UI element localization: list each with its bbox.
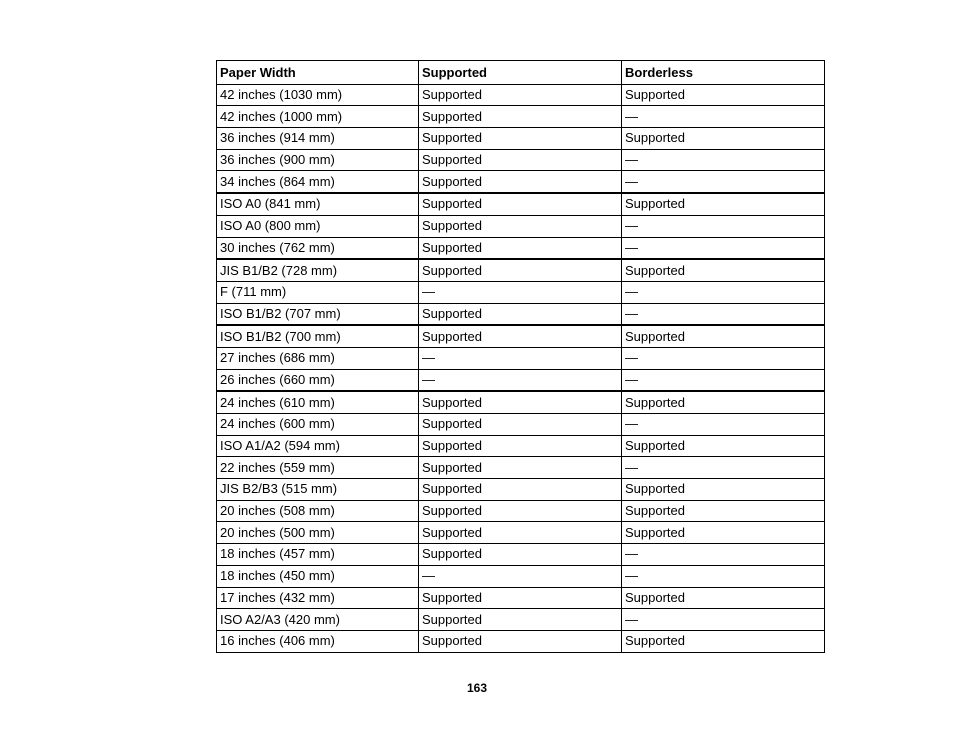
cell-supported: Supported (419, 171, 622, 193)
cell-paper-width: 18 inches (457 mm) (217, 544, 419, 566)
cell-supported: Supported (419, 259, 622, 281)
table-row (217, 237, 825, 259)
table-row (217, 369, 825, 391)
cell-supported: Supported (419, 149, 622, 171)
cell-paper-width: 22 inches (559 mm) (217, 457, 419, 479)
table-row (217, 587, 825, 609)
cell-borderless: Supported (622, 259, 825, 281)
table-row (217, 414, 825, 436)
cell-paper-width: 18 inches (450 mm) (217, 565, 419, 587)
cell-borderless: Supported (622, 630, 825, 652)
cell-paper-width: 27 inches (686 mm) (217, 347, 419, 369)
table-row (217, 193, 825, 215)
cell-paper-width: ISO B1/B2 (707 mm) (217, 303, 419, 325)
table-row (217, 609, 825, 631)
cell-supported: Supported (419, 500, 622, 522)
cell-borderless: Supported (622, 325, 825, 347)
cell-paper-width: 30 inches (762 mm) (217, 237, 419, 259)
cell-borderless: Supported (622, 587, 825, 609)
table-header-row (217, 61, 825, 85)
cell-borderless: — (622, 609, 825, 631)
cell-borderless: — (622, 149, 825, 171)
table-row (217, 84, 825, 106)
cell-borderless: — (622, 369, 825, 391)
table-row (217, 565, 825, 587)
cell-paper-width: JIS B1/B2 (728 mm) (217, 259, 419, 281)
cell-borderless: — (622, 457, 825, 479)
cell-paper-width: ISO B1/B2 (700 mm) (217, 325, 419, 347)
table-row (217, 630, 825, 652)
table-row (217, 435, 825, 457)
cell-supported: — (419, 347, 622, 369)
cell-borderless: — (622, 237, 825, 259)
cell-borderless: — (622, 565, 825, 587)
cell-supported: Supported (419, 237, 622, 259)
table-row (217, 128, 825, 150)
cell-supported: Supported (419, 479, 622, 501)
cell-borderless: — (622, 281, 825, 303)
cell-borderless: Supported (622, 435, 825, 457)
cell-paper-width: ISO A0 (841 mm) (217, 193, 419, 215)
cell-supported: Supported (419, 193, 622, 215)
table-row (217, 259, 825, 281)
cell-supported: Supported (419, 544, 622, 566)
cell-paper-width: F (711 mm) (217, 281, 419, 303)
cell-borderless: Supported (622, 479, 825, 501)
cell-supported: Supported (419, 522, 622, 544)
cell-supported: Supported (419, 128, 622, 150)
cell-borderless: — (622, 303, 825, 325)
cell-borderless: Supported (622, 522, 825, 544)
table-body (217, 84, 825, 652)
header-paper-width: Paper Width (217, 61, 419, 85)
header-borderless: Borderless (622, 61, 825, 85)
table-row (217, 500, 825, 522)
cell-supported: Supported (419, 215, 622, 237)
cell-borderless: — (622, 414, 825, 436)
cell-borderless: Supported (622, 84, 825, 106)
table-row (217, 281, 825, 303)
page-number: 163 (466, 681, 488, 695)
cell-borderless: Supported (622, 391, 825, 413)
cell-supported: — (419, 565, 622, 587)
cell-borderless: — (622, 347, 825, 369)
cell-borderless: Supported (622, 500, 825, 522)
table-row (217, 391, 825, 413)
cell-borderless: — (622, 215, 825, 237)
cell-paper-width: 42 inches (1000 mm) (217, 106, 419, 128)
table-row (217, 347, 825, 369)
table-row (217, 479, 825, 501)
table-row (217, 544, 825, 566)
cell-paper-width: 20 inches (500 mm) (217, 522, 419, 544)
cell-paper-width: 17 inches (432 mm) (217, 587, 419, 609)
table-row (217, 522, 825, 544)
table-row (217, 106, 825, 128)
cell-supported: — (419, 369, 622, 391)
cell-supported: Supported (419, 106, 622, 128)
cell-paper-width: JIS B2/B3 (515 mm) (217, 479, 419, 501)
cell-paper-width: ISO A2/A3 (420 mm) (217, 609, 419, 631)
cell-paper-width: 16 inches (406 mm) (217, 630, 419, 652)
table-row (217, 171, 825, 193)
cell-borderless: Supported (622, 193, 825, 215)
cell-paper-width: 20 inches (508 mm) (217, 500, 419, 522)
cell-supported: Supported (419, 414, 622, 436)
cell-paper-width: 42 inches (1030 mm) (217, 84, 419, 106)
cell-supported: Supported (419, 325, 622, 347)
cell-paper-width: ISO A1/A2 (594 mm) (217, 435, 419, 457)
cell-supported: Supported (419, 84, 622, 106)
cell-supported: Supported (419, 587, 622, 609)
header-supported: Supported (419, 61, 622, 85)
cell-paper-width: 26 inches (660 mm) (217, 369, 419, 391)
cell-paper-width: 24 inches (610 mm) (217, 391, 419, 413)
cell-paper-width: 36 inches (914 mm) (217, 128, 419, 150)
cell-supported: Supported (419, 303, 622, 325)
cell-supported: — (419, 281, 622, 303)
cell-borderless: — (622, 544, 825, 566)
cell-paper-width: 24 inches (600 mm) (217, 414, 419, 436)
table-row (217, 215, 825, 237)
table-row (217, 457, 825, 479)
cell-paper-width: 36 inches (900 mm) (217, 149, 419, 171)
cell-supported: Supported (419, 609, 622, 631)
table-row (217, 325, 825, 347)
cell-borderless: — (622, 106, 825, 128)
cell-borderless: Supported (622, 128, 825, 150)
cell-borderless: — (622, 171, 825, 193)
cell-supported: Supported (419, 391, 622, 413)
cell-supported: Supported (419, 435, 622, 457)
table-row (217, 149, 825, 171)
paper-width-table (216, 60, 825, 653)
table-row (217, 303, 825, 325)
cell-paper-width: 34 inches (864 mm) (217, 171, 419, 193)
cell-supported: Supported (419, 457, 622, 479)
cell-paper-width: ISO A0 (800 mm) (217, 215, 419, 237)
cell-supported: Supported (419, 630, 622, 652)
